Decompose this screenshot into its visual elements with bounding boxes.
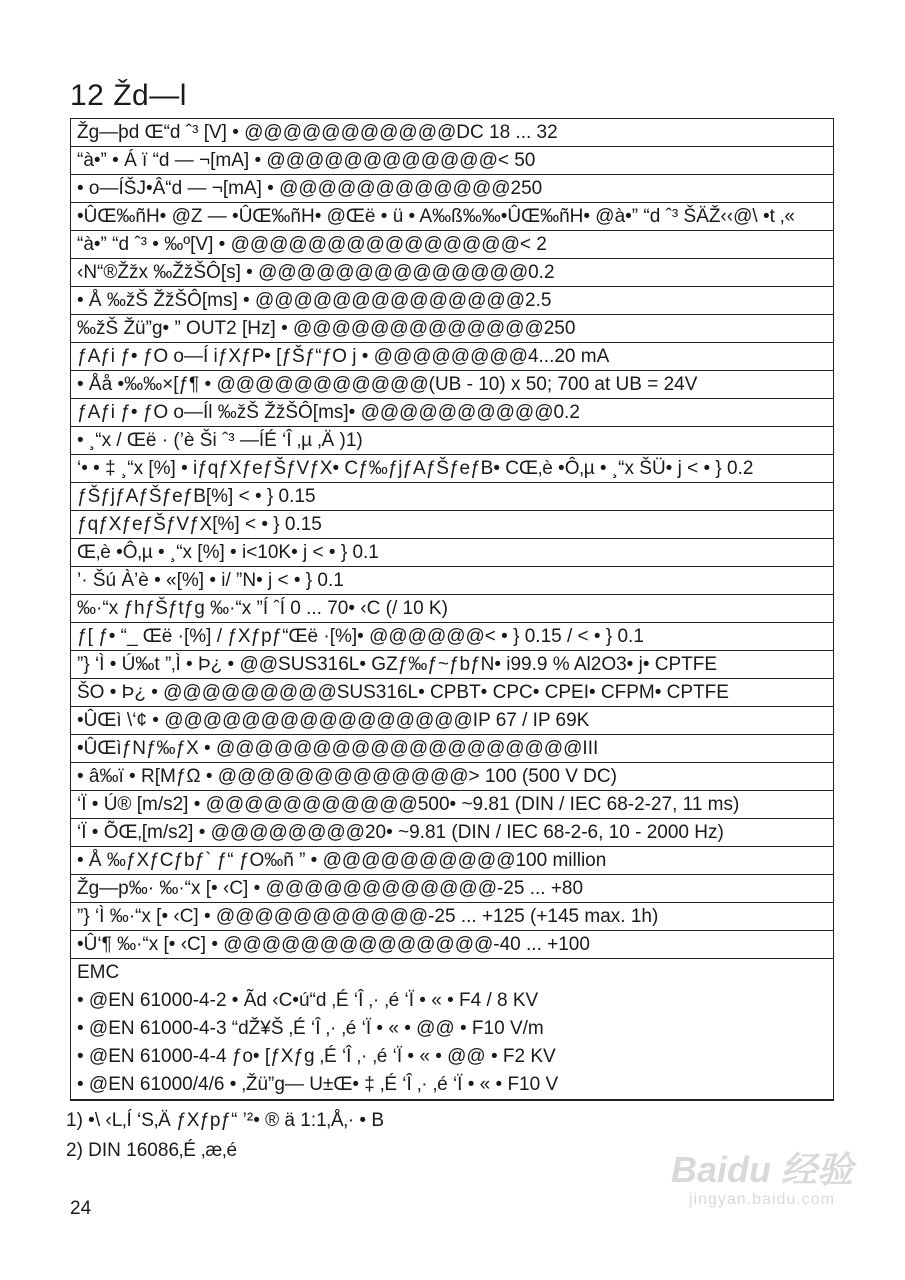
spec-row: ŠO • Þ¿ • @@@@@@@@@SUS316L• CPBT• CPC• CPEI• CFPM• CPTFE	[71, 679, 833, 707]
emc-item: • @EN 61000-4-2 • Ãd ‹C•ú“d ‚É ‘Î ‚· ‚é ‘Ï • « • F4 / 8 KV	[77, 990, 539, 1011]
spec-row: ‘Ï • ÕŒ‚[m/s2] • @@@@@@@@20• ~9.81 (DIN / IEC 68-2-6, 10 - 2000 Hz)	[71, 819, 833, 847]
emc-item: • @EN 61000-4-3 “dŽ¥Š ‚É ‘Î ‚· ‚é ‘Ï • « • @@ • F10 V/m	[77, 1018, 544, 1039]
spec-row: •Û‘¶ ‰·“x [• ‹C] • @@@@@@@@@@@@@@-40 ... +100	[71, 931, 833, 959]
spec-row: ƒqƒXƒeƒŠƒVƒX[%] < • } 0.15	[71, 511, 833, 539]
emc-item: • @EN 61000-4-4 ƒo• [ƒXƒg ‚É ‘Î ‚· ‚é ‘Ï • « • @@ • F2 KV	[77, 1046, 556, 1067]
spec-row: Žg—þd Œ“d ˆ³ [V] • @@@@@@@@@@@DC 18 ... 32	[71, 119, 833, 147]
emc-heading: EMC	[77, 962, 120, 983]
footnote: 1) •\ ‹L‚Í ‘S‚Ä ƒXƒpƒ“ ’²• ® ä 1:1‚Å‚· • B	[66, 1110, 385, 1131]
spec-row: •ÛŒ‰ñH• @Z — •ÛŒ‰ñH• @Œë • ü • A‰ß‰‰•ÛŒ‰ñH• @à•” “d ˆ³ ŠÄŽ‹‹@\ •t ‚«	[71, 203, 833, 231]
page-number: 24	[70, 1198, 92, 1219]
page-title: 12 Žd—l	[70, 79, 187, 112]
baidu-watermark	[671, 1150, 853, 1210]
spec-row: • Å ‰žŠ ŽžŠÔ[ms] • @@@@@@@@@@@@@@2.5	[71, 287, 833, 315]
spec-row: Žg—p‰· ‰·“x [• ‹C] • @@@@@@@@@@@@-25 ... +80	[71, 875, 833, 903]
spec-row: • Å ‰ƒXƒCƒbƒ` ƒ“ ƒO‰ñ ” • @@@@@@@@@@100 million	[71, 847, 833, 875]
spec-row: ”} ‘Ì • Ú‰t ”‚Ì • Þ¿ • @@SUS316L• GZƒ‰ƒ~ƒbƒN• i99.9 % Al2O3• j• CPTFE	[71, 651, 833, 679]
spec-row: • ¸“x / Œë · (’è Ši ˆ³ —ÍÉ ‘Î ‚µ ‚Ä )1)	[71, 427, 833, 455]
footnote: 2) DIN 16086‚É ‚æ‚é	[66, 1140, 238, 1161]
emc-item: • @EN 61000/4/6 • ‚Žü”g— U±Œ• ‡ ‚É ‘Î ‚· ‚é ‘Ï • « • F10 V	[77, 1074, 559, 1095]
spec-row: • â‰ï • R[MƒΩ • @@@@@@@@@@@@@> 100 (500 V DC)	[71, 763, 833, 791]
watermark-url: jingyan.baidu.com	[689, 1191, 835, 1208]
spec-table	[70, 118, 834, 1101]
emc-section	[71, 959, 833, 1100]
spec-row: •ÛŒìƒNƒ‰ƒX • @@@@@@@@@@@@@@@@@@@III	[71, 735, 833, 763]
spec-row: ‘Ï • Ú® [m/s2] • @@@@@@@@@@@500• ~9.81 (DIN / IEC 68-2-27, 11 ms)	[71, 791, 833, 819]
spec-row: ƒŠƒjƒAƒŠƒeƒB[%] < • } 0.15	[71, 483, 833, 511]
spec-row: Œ‚è •Ô‚µ • ¸“x [%] • i<10K• j < • } 0.1	[71, 539, 833, 567]
spec-row: ‘• • ‡ ¸“x [%] • iƒqƒXƒeƒŠƒVƒX• Cƒ‰ƒjƒAƒŠƒeƒB• CŒ‚è •Ô‚µ • ¸“x ŠÜ• j < • } 0.2	[71, 455, 833, 483]
spec-row: “à•” • Á ï “d — ¬[mA] • @@@@@@@@@@@@< 50	[71, 147, 833, 175]
spec-row: ‰·“x ƒhƒŠƒtƒg ‰·“x ”Í ˆÍ 0 ... 70• ‹C (/ 10 K)	[71, 595, 833, 623]
spec-row: ‰žŠ Žü”g• ” OUT2 [Hz] • @@@@@@@@@@@@@250	[71, 315, 833, 343]
footnotes	[66, 1106, 384, 1166]
watermark-brand: Baidu 经验	[670, 1149, 853, 1190]
spec-row: ”} ‘Ì ‰·“x [• ‹C] • @@@@@@@@@@@-25 ... +125 (+145 max. 1h)	[71, 903, 833, 931]
spec-row: •ÛŒì \‘¢ • @@@@@@@@@@@@@@@@IP 67 / IP 69K	[71, 707, 833, 735]
spec-row: ‹N“®Žžx ‰ŽžŠÔ[s] • @@@@@@@@@@@@@@0.2	[71, 259, 833, 287]
spec-row: • Åå •‰‰×[ƒ¶ • @@@@@@@@@@@(UB - 10) x 50; 700 at UB = 24V	[71, 371, 833, 399]
spec-row: “à•” “d ˆ³ • ‰º[V] • @@@@@@@@@@@@@@@< 2	[71, 231, 833, 259]
spec-row: • o—ÍŠJ•Â“d — ¬[mA] • @@@@@@@@@@@@250	[71, 175, 833, 203]
spec-row: ’· Šú À’è • «[%] • i/ ”N• j < • } 0.1	[71, 567, 833, 595]
spec-row: ƒ[ ƒ• “_ Œë ·[%] / ƒXƒpƒ“Œë ·[%]• @@@@@@< • } 0.15 / < • } 0.1	[71, 623, 833, 651]
spec-row: ƒAƒi ƒ• ƒO o—Íl ‰žŠ ŽžŠÔ[ms]• @@@@@@@@@@0.2	[71, 399, 833, 427]
spec-row: ƒAƒi ƒ• ƒO o—Í iƒXƒP• [ƒŠƒ“ƒO j • @@@@@@@@4...20 mA	[71, 343, 833, 371]
